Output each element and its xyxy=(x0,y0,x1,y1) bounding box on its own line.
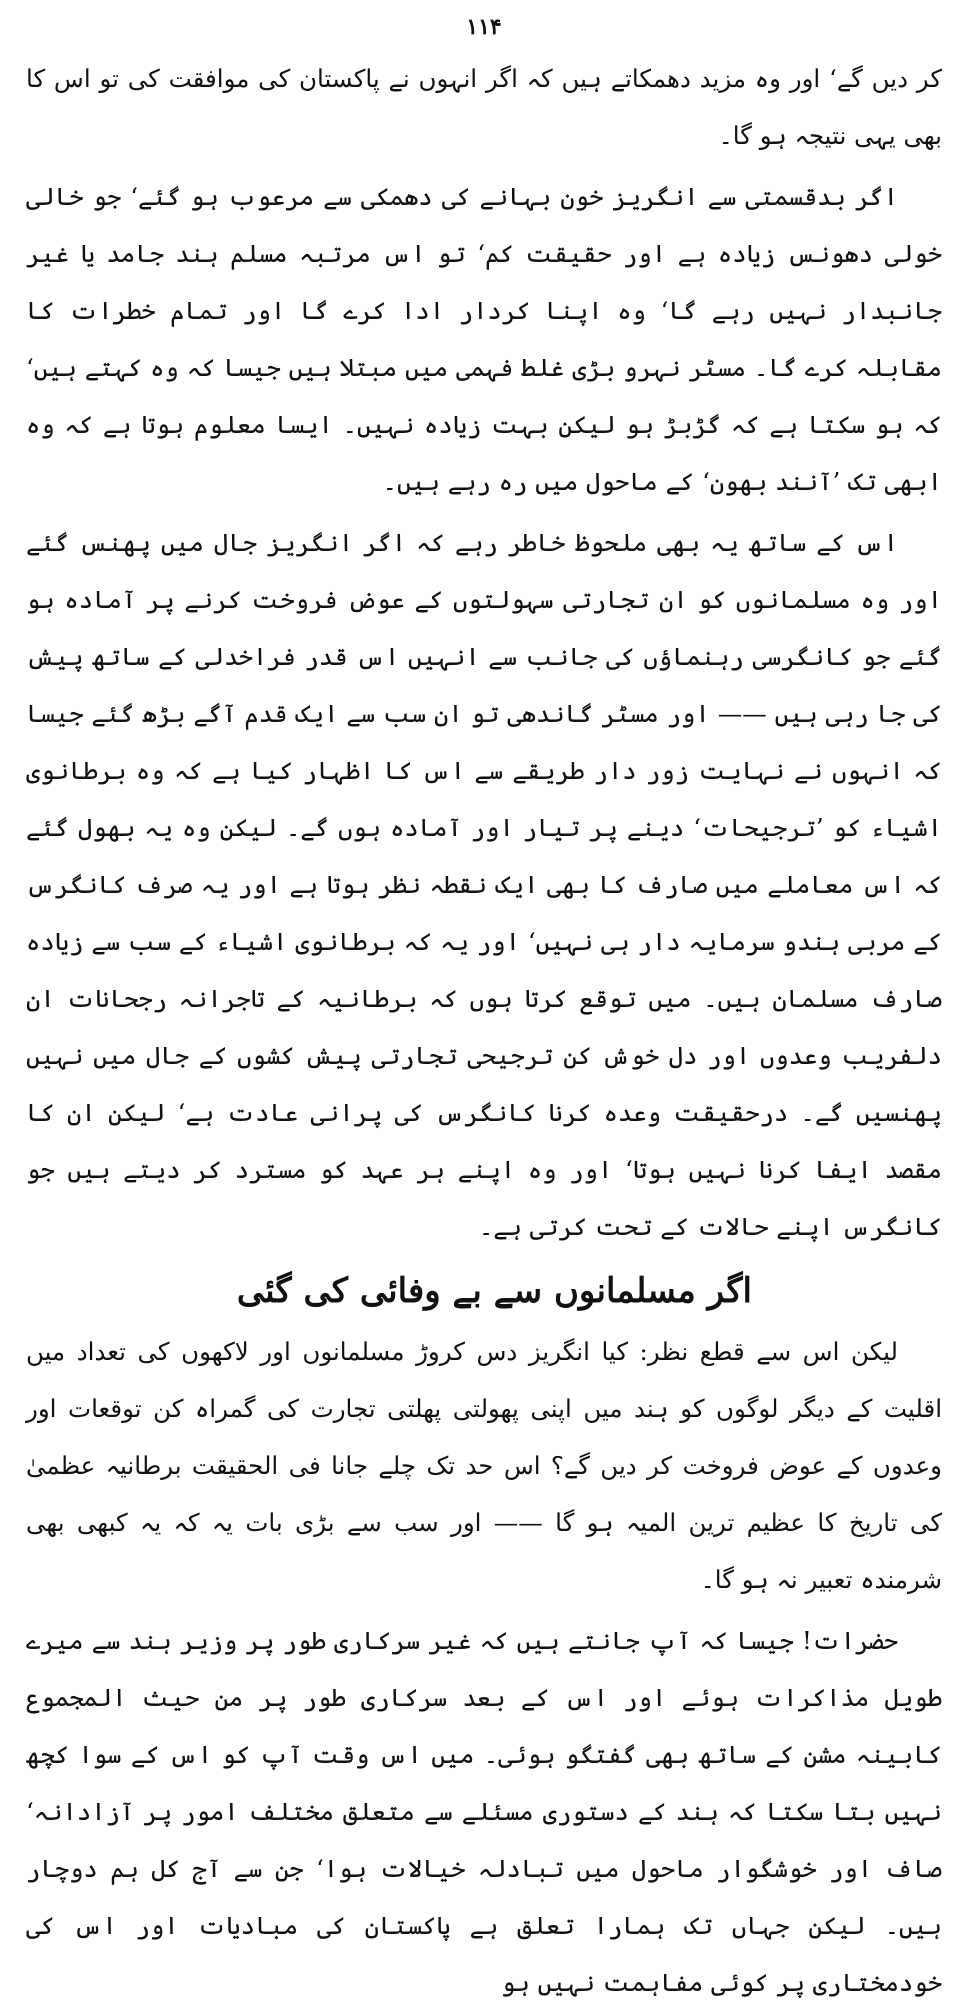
page-number: ۱۱۴ xyxy=(466,14,502,40)
paragraph-4: لیکن اس سے قطع نظر: کیا انگریز دس کروڑ مسلمانوں اور لاکھوں کی تعداد میں اقلیت کے دیگر لوگوں کو ہند میں اپنی پھولتی پھلتی تجارت کی گمراہ کن توقعات اور وعدوں کے عوض فروخت کر دیں گے؟ اس حد تک چلے جانا فی الحقیقت برطانیہ عظمیٰ کی تاریخ کا عظیم ترین المیہ ہو گا —— اور سب سے بڑی بات یہ کہ یہ کبھی بھی شرمندہ تعبیر نہ ہو گا۔ xyxy=(26,1337,942,1594)
paragraph-1: کر دیں گے‘ اور وہ مزید دھمکاتے ہیں کہ اگر انہوں نے پاکستان کی موافقت کی تو اس کا بھی یہی نتیجہ ہو گا۔ xyxy=(26,64,942,150)
paragraph-2: اگر بدقسمتی سے انگریز خون بہانے کی دھمکی سے مرعوب ہو گئے‘ جو خالی خولی دھونس زیادہ ہے اور حقیقت کم‘ تو اس مرتبہ مسلم ہند جامد یا غیر جانبدار نہیں رہے گا‘ وہ اپنا کردار ادا کرے گا اور تمام خطرات کا مقابلہ کرے گا۔ مسٹر نہرو بڑی غلط فہمی میں مبتلا ہیں جیسا کہ وہ کہتے ہیں‘ کہ ہو سکتا ہے کہ گڑبڑ ہو لیکن بہت زیادہ نہیں۔ ایسا معلوم ہوتا ہے کہ وہ ابھی تک ’آنند بھون‘ کے ماحول میں رہ رہے ہیں۔ xyxy=(26,182,943,496)
paragraph-5: حضرات! جیسا کہ آپ جانتے ہیں کہ غیر سرکاری طور پر وزیر ہند سے میرے طویل مذاکرات ہوئے اور اس کے بعد سرکاری طور پر من حیث المجموع کابینہ مشن کے ساتھ بھی گفتگو ہوئی۔ میں اس وقت آپ کو اس کے سوا کچھ نہیں بتا سکتا کہ ہند کے دستوری مسئلے سے متعلق مختلف امور پر آزادانہ‘ صاف اور خوشگوار ماحول میں تبادلہ خیالات ہوا‘ جن سے آج کل ہم دوچار ہیں۔ لیکن جہاں تک ہمارا تعلق ہے پاکستان کی مبادیات اور اس کی خودمختاری پر کوئی مفاہمت نہیں ہو xyxy=(26,1626,942,1997)
page-body xyxy=(26,50,942,2015)
paragraph-3: اس کے ساتھ یہ بھی ملحوظ خاطر رہے کہ اگر انگریز جال میں پھنس گئے اور وہ مسلمانوں کو ان تجارتی سہولتوں کے عوض فروخت کرنے پر آمادہ ہو گئے جو کانگرسی رہنماؤں کی جانب سے انہیں اس قدر فراخدلی کے ساتھ پیش کی جا رہی ہیں —— اور مسٹر گاندھی تو ان سب سے ایک قدم آگے بڑھ گئے جیسا کہ انہوں نے نہایت زور دار طریقے سے اس کا اظہار کیا ہے کہ وہ برطانوی اشیاء کو ’ترجیحات‘ دینے پر تیار اور آمادہ ہوں گے۔ لیکن وہ یہ بھول گئے کہ اس معاملے میں صارف کا بھی ایک نقطہ نظر ہوتا ہے اور یہ صرف کانگرس کے مربی ہندو سرمایہ دار ہی نہیں‘ اور یہ کہ برطانوی اشیاء کے سب سے زیادہ صارف مسلمان ہیں۔ میں توقع کرتا ہوں کہ برطانیہ کے تاجرانہ رجحانات ان دلفریب وعدوں اور دل خوش کن ترجیحی تجارتی پیش کشوں کے جال میں نہیں پھنسیں گے۔ درحقیقت وعدہ کرنا کانگرس کی پرانی عادت ہے‘ لیکن ان کا مقصد ایفا کرنا نہیں ہوتا‘ اور وہ اپنے ہر عہد کو مسترد کر دیتے ہیں جو کانگرس اپنے حالات کے تحت کرتی ہے۔ xyxy=(26,528,943,1241)
section-heading: اگر مسلمانوں سے بے وفائی کی گئی xyxy=(236,1271,752,1311)
